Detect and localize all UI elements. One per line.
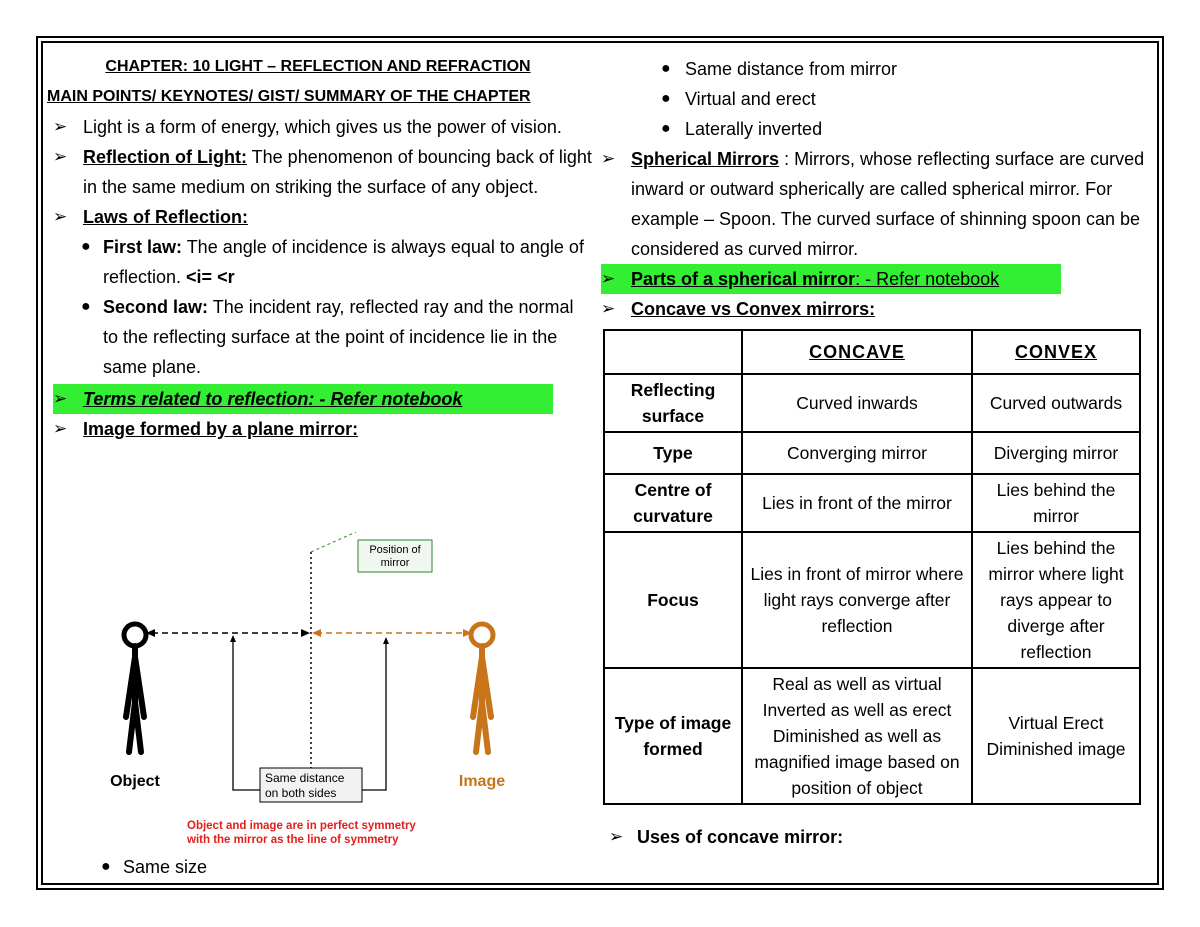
convex-cell: Lies behind the mirror where light rays appear to diverge after reflection <box>972 532 1140 668</box>
table-header-row <box>604 330 1140 374</box>
arrow-bullet-icon: ➢ <box>601 149 616 168</box>
symmetry-caption-line1: Object and image are in perfect symmetry <box>187 820 416 832</box>
object-label: Object <box>110 773 160 790</box>
header-concave: CONCAVE <box>742 330 972 374</box>
arrowhead-icon <box>301 629 310 637</box>
convex-cell: Curved outwards <box>972 374 1140 432</box>
arrow-bullet-icon: ➢ <box>53 207 68 226</box>
dot-bullet-icon: ● <box>661 120 671 137</box>
convex-cell: Diverging mirror <box>972 432 1140 474</box>
mirror-label-line2: mirror <box>380 557 410 569</box>
reflection-label: Reflection of Light: <box>83 147 247 167</box>
distance-bracket-left <box>233 640 260 790</box>
table-row <box>604 374 1140 432</box>
concave-cell: Curved inwards <box>742 374 972 432</box>
convex-cell: Virtual Erect Diminished image <box>972 668 1140 804</box>
same-distance-line2: on both sides <box>265 786 337 800</box>
dot-bullet-icon: ● <box>81 238 91 255</box>
distance-bracket-right <box>362 642 386 790</box>
concave-cell: Lies in front of the mirror <box>742 474 972 532</box>
table-row <box>604 532 1140 668</box>
arrow-bullet-icon: ➢ <box>601 299 616 318</box>
concave-convex-table <box>603 329 1141 805</box>
symmetry-caption-line2: with the mirror as the line of symmetry <box>187 834 399 846</box>
image-figure <box>471 624 493 752</box>
same-distance-line1: Same distance <box>265 771 345 785</box>
property-same-distance: ● Same distance from mirror <box>601 54 1151 84</box>
property-virtual-erect: ● Virtual and erect <box>601 84 1151 114</box>
property-laterally-inverted: ● Laterally inverted <box>601 114 1151 144</box>
row-header: Type <box>604 432 742 474</box>
mirror-label-line1: Position of <box>369 544 421 556</box>
left-bottom <box>53 852 593 882</box>
point-terms: ➢ Terms related to reflection: - Refer notebook <box>53 384 553 414</box>
dot-bullet-icon: ● <box>661 60 671 77</box>
point-concave-convex: ➢ Concave vs Convex mirrors: <box>601 294 1151 324</box>
arrowhead-icon <box>383 637 389 644</box>
dot-bullet-icon: ● <box>661 90 671 107</box>
point-light: ➢ Light is a form of energy, which gives us the power of vision. <box>53 112 593 142</box>
header-convex: CONVEX <box>972 330 1140 374</box>
left-column <box>47 52 593 444</box>
arrow-bullet-icon: ➢ <box>53 419 68 438</box>
first-law: ● First law: The angle of incidence is always equal to angle of reflection. <i= <r <box>53 232 593 292</box>
laws-label: Laws of Reflection: <box>83 207 249 227</box>
concave-cell: Real as well as virtual Inverted as well as erect Diminished as well as magnified image based on position of object <box>742 668 972 804</box>
arrow-bullet-icon: ➢ <box>609 827 624 846</box>
dot-bullet-icon: ● <box>81 298 91 315</box>
point-spherical: ➢ Spherical Mirrors : Mirrors, whose reflecting surface are curved inward or outward spherically are called spherical mirror. For example – Spoon. The curved surface of shinning spoon can be considered as curved mirror. <box>601 144 1151 264</box>
right-column <box>601 54 1151 324</box>
right-bottom <box>601 822 1151 852</box>
arrow-bullet-icon: ➢ <box>601 269 616 288</box>
arrowhead-icon <box>312 629 321 637</box>
point-reflection: ➢ Reflection of Light: The phenomenon of bouncing back of light in the same medium on striking the surface of any object. <box>53 142 593 202</box>
arrow-bullet-icon: ➢ <box>53 389 68 408</box>
concave-cell: Lies in front of mirror where light rays converge after reflection <box>742 532 972 668</box>
point-laws <box>53 202 593 232</box>
plane-mirror-diagram <box>80 532 600 862</box>
object-figure <box>124 624 146 752</box>
chapter-subtitle: MAIN POINTS/ KEYNOTES/ GIST/ SUMMARY OF THE CHAPTER <box>47 88 531 105</box>
row-header: Focus <box>604 532 742 668</box>
point-plane-mirror: ➢ Image formed by a plane mirror: <box>53 414 593 444</box>
image-label: Image <box>458 773 506 790</box>
arrow-bullet-icon: ➢ <box>53 147 68 166</box>
row-header: Reflecting surface <box>604 374 742 432</box>
concave-cell: Converging mirror <box>742 432 972 474</box>
dot-bullet-icon: ● <box>101 858 111 875</box>
convex-cell: Lies behind the mirror <box>972 474 1140 532</box>
arrow-bullet-icon: ➢ <box>53 117 68 136</box>
point-parts: ➢ Parts of a spherical mirror: - Refer notebook <box>601 264 1061 294</box>
table-row <box>604 432 1140 474</box>
mirror-pointer <box>311 532 356 552</box>
chapter-title: CHAPTER: 10 LIGHT – REFLECTION AND REFRACTION <box>105 58 531 75</box>
row-header: Centre of curvature <box>604 474 742 532</box>
row-header: Type of image formed <box>604 668 742 804</box>
point-uses-concave: ➢ Uses of concave mirror: <box>601 822 1151 852</box>
same-size-item: ● Same size <box>53 852 593 882</box>
table-row <box>604 668 1140 804</box>
arrowhead-icon <box>230 635 236 642</box>
second-law: ● Second law: The incident ray, reflected ray and the normal to the reflecting surface at the point of incidence lie in the same plane. <box>53 292 593 382</box>
table-row <box>604 474 1140 532</box>
table-corner-cell <box>604 330 742 374</box>
